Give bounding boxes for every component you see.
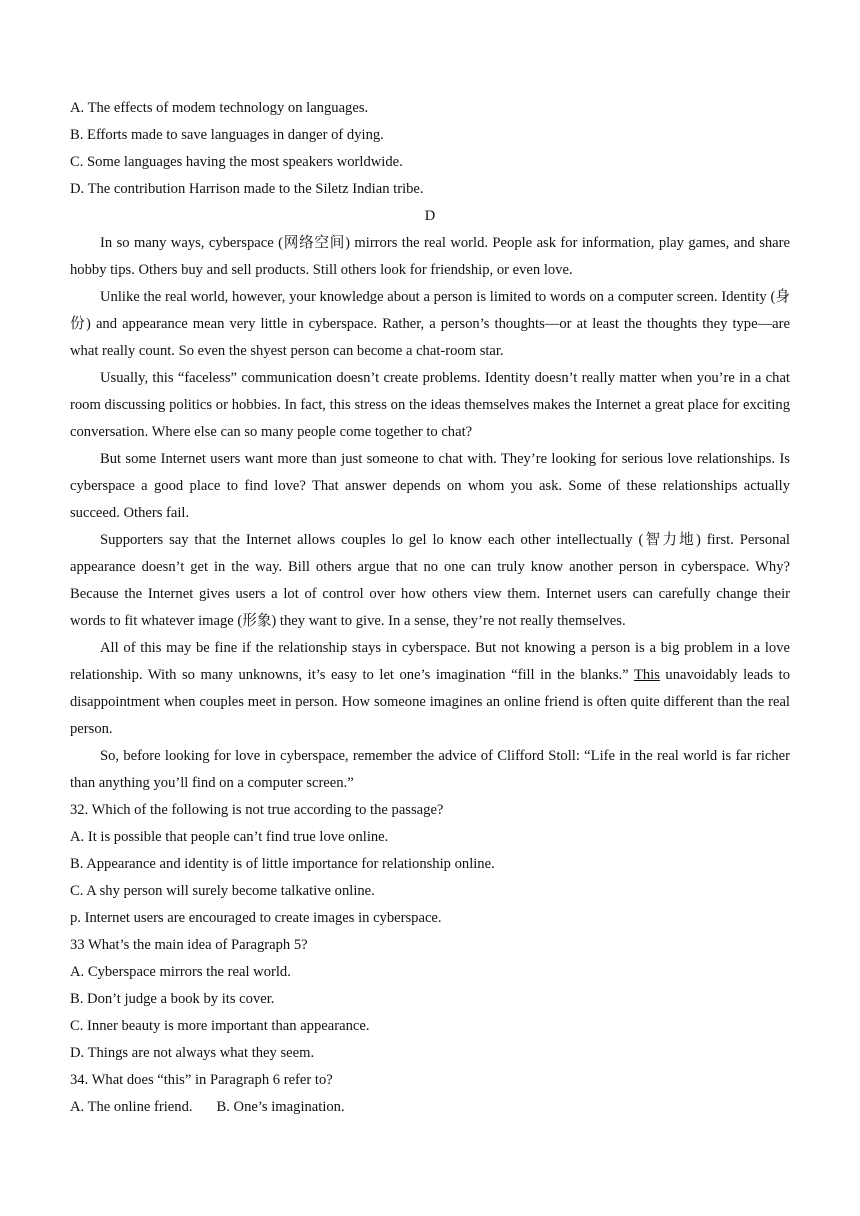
- prev-option-b: B. Efforts made to save languages in danger of dying.: [70, 127, 384, 143]
- q34-option-b: B. One’s imagination.: [216, 1099, 345, 1115]
- prev-option-d: D. The contribution Harrison made to the Siletz Indian tribe.: [70, 181, 424, 197]
- q34-options-row: [70, 1094, 790, 1121]
- q32-option-b: B. Appearance and identity is of little importance for relationship online.: [70, 856, 495, 872]
- passage-paragraph-4: But some Internet users want more than just someone to chat with. They’re looking for serious love relationships. Is cyberspace a good place to find love? That answer depends on whom you ask. Some of these relationships actually succeed. Others fail.: [70, 451, 790, 521]
- q33-option-d: D. Things are not always what they seem.: [70, 1045, 315, 1061]
- paragraph-6-after: unavoidably leads to disappointment when couples meet in person. How someone imagines an online friend is often quite different than the real person.: [70, 667, 790, 737]
- section-heading: D: [424, 208, 436, 224]
- q32-option-c: C. A shy person will surely become talkative online.: [70, 883, 375, 899]
- q34-option-a: A. The online friend.: [70, 1099, 193, 1115]
- prev-option-c: C. Some languages having the most speakers worldwide.: [70, 154, 403, 170]
- q33-option-a: A. Cyberspace mirrors the real world.: [70, 964, 291, 980]
- paragraph-6-before: All of this may be fine if the relationship stays in cyberspace. But not knowing a person is a big problem in a love relationship. With so many unknowns, it’s easy to let one’s imagination “fill in the blanks.”: [70, 640, 790, 683]
- passage-paragraph-3: Usually, this “faceless” communication doesn’t create problems. Identity doesn’t really matter when you’re in a chat room discussing politics or hobbies. In fact, this stress on the ideas themselves makes the Internet a great place for exciting conversation. Where else can so many people come together to chat?: [70, 370, 790, 440]
- prev-option-a: A. The effects of modem technology on languages.: [70, 100, 369, 116]
- passage-paragraph-1: In so many ways, cyberspace (网络空间) mirrors the real world. People ask for information, play games, and share hobby tips. Others buy and sell products. Still others look for friendship, or even love.: [70, 235, 790, 278]
- q33-option-b: B. Don’t judge a book by its cover.: [70, 991, 275, 1007]
- underlined-this: This: [633, 667, 660, 683]
- question-34: 34. What does “this” in Paragraph 6 refer to?: [70, 1072, 333, 1088]
- passage-paragraph-7: So, before looking for love in cyberspace, remember the advice of Clifford Stoll: “Life in the real world is far richer than anything you’ll find on a computer screen.”: [70, 748, 790, 791]
- passage-paragraph-6: [70, 635, 790, 743]
- question-33: 33 What’s the main idea of Paragraph 5?: [70, 937, 308, 953]
- passage-paragraph-2: Unlike the real world, however, your knowledge about a person is limited to words on a computer screen. Identity (身份) and appearance mean very little in cyberspace. Rather, a person’s thoughts—or at least the thoughts they type—are what really count. So even the shyest person can become a chat-room star.: [70, 289, 790, 359]
- q32-option-d: p. Internet users are encouraged to create images in cyberspace.: [70, 910, 442, 926]
- question-32: 32. Which of the following is not true according to the passage?: [70, 802, 444, 818]
- passage-paragraph-5: Supporters say that the Internet allows couples lo gel lo know each other intellectually (智力地) first. Personal appearance doesn’t get in the way. Bill others argue that no one can truly know another person in cyberspace. Why? Because the Internet gives users a lot of control over how others view them. Internet users can carefully change their words to fit whatever image (形象) they want to give. In a sense, they’re not really themselves.: [70, 532, 790, 629]
- q32-option-a: A. It is possible that people can’t find true love online.: [70, 829, 389, 845]
- document-page: [70, 95, 790, 1121]
- q33-option-c: C. Inner beauty is more important than appearance.: [70, 1018, 370, 1034]
